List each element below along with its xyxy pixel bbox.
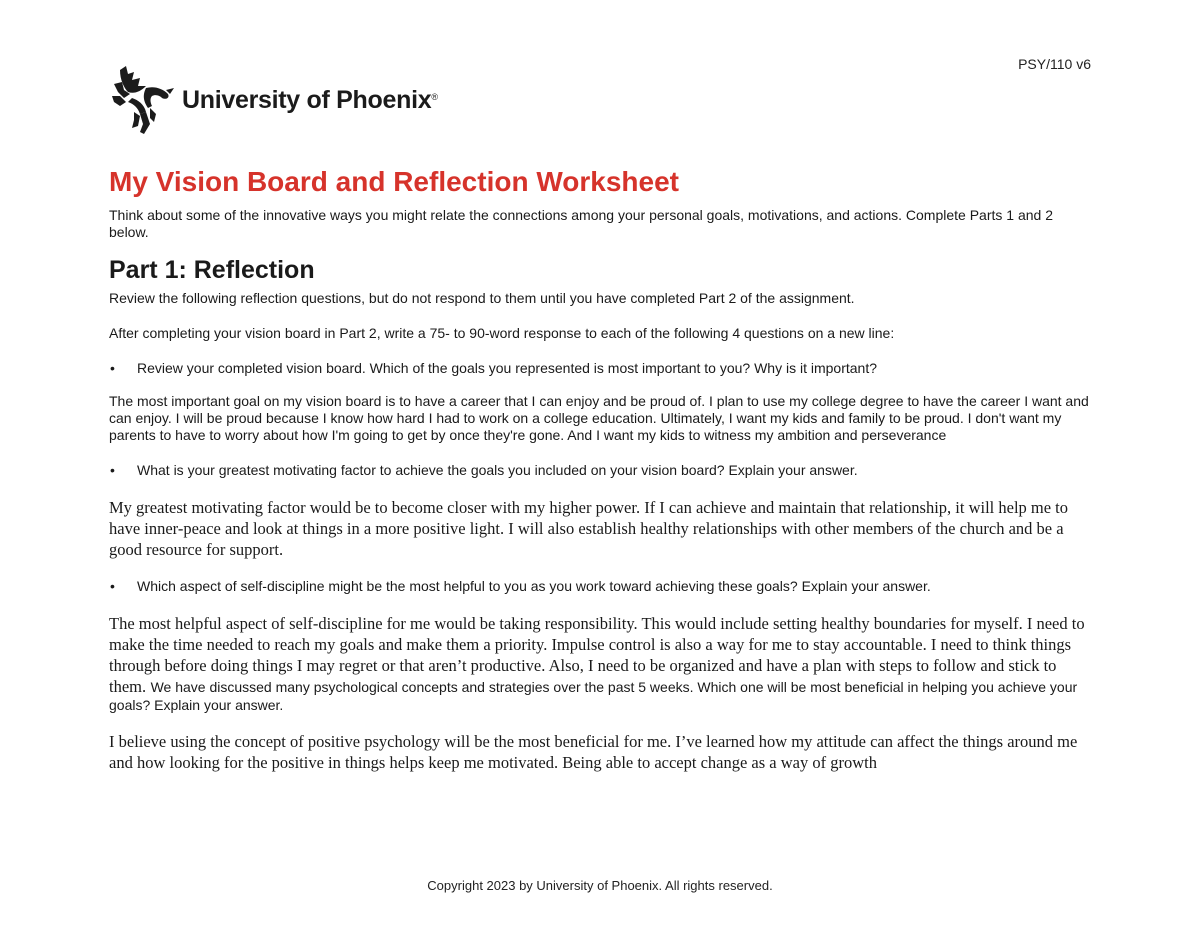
part1-heading: Part 1: Reflection [109, 256, 315, 284]
intro-text: Think about some of the innovative ways you might relate the connections among your personal goals, motivations, and actions. Complete Parts 1 and 2 below. [109, 207, 1053, 240]
part1-instruction-respond: After completing your vision board in Part 2, write a 75- to 90-word response to each of the following 4 questions on a new line: [109, 325, 895, 341]
question-1-text: Review your completed vision board. Which of the goals you represented is most important to you? Why is it important? [137, 360, 878, 376]
part1-instruction-review: Review the following reflection questions, but do not respond to them until you have completed Part 2 of the assignment. [109, 290, 855, 306]
logo-wordmark-text: University of Phoenix [182, 85, 432, 114]
bullet-icon: • [110, 360, 115, 376]
registered-mark: ® [431, 91, 438, 102]
answer-4: I believe using the concept of positive psychology will be the most beneficial for me. I’ve learned how my attitude can affect the things around me and how looking for the positive in things helps keep me motivated. Being able to accept change as a way of growth [109, 732, 1078, 772]
question-4-text: We have discussed many psychological concepts and strategies over the past 5 weeks. Which one will be most beneficial in helping you achieve your goals? Explain your answer. [109, 679, 1078, 713]
course-code: PSY/110 v6 [1018, 56, 1091, 72]
logo-wordmark [182, 86, 438, 115]
question-2 [109, 462, 1094, 479]
phoenix-bird-icon [110, 64, 178, 136]
question-2-text: What is your greatest motivating factor to achieve the goals you included on your vision board? Explain your answer. [137, 462, 858, 478]
worksheet-body [109, 165, 1094, 773]
answer-1: The most important goal on my vision board is to have a career that I can enjoy and be proud of. I plan to use my college degree to have the career I want and can enjoy. I will be proud because I know how hard I had to work on a college education. Ultimately, I want my kids and family to be proud. I don't want my parents to have to worry about how I'm going to get by once they're gone. And I want my kids to witness my ambition and perseverance [109, 393, 1089, 443]
question-1 [109, 360, 1094, 377]
bullet-icon: • [110, 462, 115, 478]
university-logo [110, 64, 438, 136]
bullet-icon: • [110, 578, 115, 594]
question-3 [109, 578, 1094, 595]
answer-2: My greatest motivating factor would be to become closer with my higher power. If I can achieve and maintain that relationship, it will help me to have inner-peace and look at things in a more positive light. I will also establish healthy relationships with other members of the church and be a good resource for support. [109, 498, 1069, 559]
answer-3: The most helpful aspect of self-discipline for me would be taking responsibility. This would include setting healthy boundaries for myself. I need to make the time needed to reach my goals and make them a priority. Impulse control is also a way for me to stay accountable. I need to think things through before doing things I may regret or that aren’t productive. Also, I need to be organized and have a plan with steps to follow and stick to them. [109, 614, 1085, 696]
page-title: My Vision Board and Reflection Worksheet [109, 166, 679, 197]
question-3-text: Which aspect of self-discipline might be the most helpful to you as you work toward achieving these goals? Explain your answer. [137, 578, 931, 594]
answer-3-block [109, 613, 1094, 715]
copyright-footer: Copyright 2023 by University of Phoenix. All rights reserved. [427, 878, 773, 893]
